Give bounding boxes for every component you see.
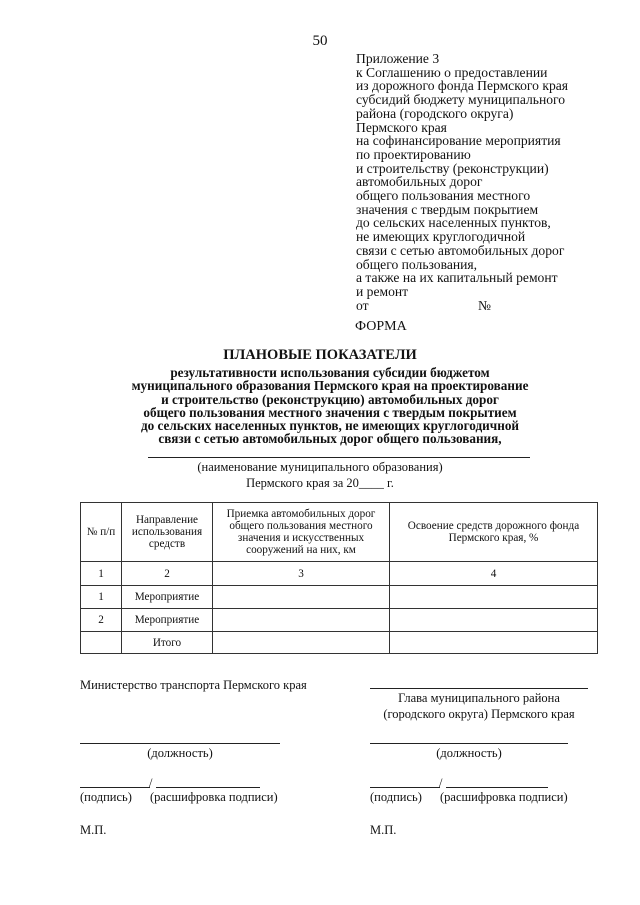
appendix-line: до сельских населенных пунктов,: [356, 215, 551, 231]
appendix-line: общего пользования местного: [356, 188, 531, 204]
right-slash: /: [439, 776, 443, 790]
row-spending: [390, 586, 598, 609]
appendix-line: связи с сетью автомобильных дорог: [356, 242, 565, 258]
index-cell: 1: [81, 562, 122, 586]
left-decode-line: [156, 787, 260, 788]
index-cell: 2: [122, 562, 213, 586]
table-total-row: [81, 632, 598, 654]
table-index-row: [81, 562, 598, 586]
row-acceptance: [213, 586, 390, 609]
subtitle-line: связи с сетью автомобильных дорог общего пользования,: [158, 431, 502, 447]
appendix-date-number-row: [356, 299, 626, 313]
header-spending: Освоение средств дорожного фонда Пермского края, %: [390, 503, 598, 562]
appendix-line: Пермского края: [356, 119, 447, 135]
total-acceptance: [213, 632, 390, 654]
index-cell: 3: [213, 562, 390, 586]
subtitle-line: общего пользования местного значения с твердым покрытием: [143, 404, 517, 420]
left-signature-line: [80, 787, 150, 788]
total-spending: [390, 632, 598, 654]
appendix-line: к Соглашению о предоставлении: [356, 64, 548, 80]
left-signature-caption: (подпись): [80, 790, 132, 804]
table-header-row: [81, 503, 598, 562]
number-label: №: [478, 297, 491, 313]
year-line: Пермского края за 20____ г.: [246, 476, 394, 490]
appendix-line: на софинансирование мероприятия: [356, 133, 561, 149]
header-direction: Направление использования средств: [122, 503, 213, 562]
appendix-line: Приложение 3: [356, 51, 440, 66]
from-label: от: [356, 297, 369, 313]
appendix-line: автомобильных дорог: [356, 174, 483, 190]
document-title: ПЛАНОВЫЕ ПОКАЗАТЕЛИ: [223, 347, 417, 363]
right-org-line-1: Глава муниципального района: [398, 691, 560, 705]
row-direction: Мероприятие: [122, 586, 213, 609]
subtitle-line: до сельских населенных пунктов, не имеющих круглогодичной: [140, 418, 520, 434]
left-position-caption: (должность): [147, 746, 213, 760]
subtitle-line: муниципального образования Пермского края на проектирование: [131, 378, 529, 394]
right-stamp: М.П.: [370, 823, 397, 837]
header-num: № п/п: [81, 503, 122, 562]
left-stamp: М.П.: [80, 823, 107, 837]
appendix-line: из дорожного фонда Пермского края: [356, 78, 569, 94]
appendix-line: и строительству (реконструкции): [356, 160, 549, 176]
appendix-line: общего пользования,: [356, 256, 478, 272]
indicators-table: [80, 502, 598, 654]
form-label: ФОРМА: [355, 319, 407, 334]
right-org-line-2: (городского округа) Пермского края: [383, 707, 575, 721]
appendix-line: а также на их капитальный ремонт: [356, 270, 558, 286]
appendix-line: субсидий бюджету муниципального: [356, 92, 566, 108]
right-position-line: [370, 743, 568, 744]
appendix-line: значения с твердым покрытием: [356, 201, 539, 217]
municipality-name-line: [148, 457, 530, 458]
right-decode-caption: (расшифровка подписи): [440, 790, 568, 804]
left-position-line: [80, 743, 280, 744]
row-direction: Мероприятие: [122, 609, 213, 632]
row-num: 2: [81, 609, 122, 632]
municipality-caption: (наименование муниципального образования): [197, 460, 443, 474]
table-row: [81, 586, 598, 609]
appendix-line: по проектированию: [356, 146, 471, 162]
subtitle-line: результативности использования субсидии бюджетом: [170, 365, 490, 380]
subtitle-line: и строительство (реконструкцию) автомобильных дорог: [161, 391, 499, 407]
right-decode-line: [446, 787, 548, 788]
left-org: Министерство транспорта Пермского края: [80, 678, 307, 692]
header-acceptance: Приемка автомобильных дорог общего пользования местного значения и искусственных сооружений на них, км: [213, 503, 390, 562]
left-slash: /: [149, 776, 153, 790]
row-num: 1: [81, 586, 122, 609]
right-signature-line: [370, 787, 440, 788]
appendix-line: и ремонт: [356, 283, 409, 299]
appendix-line: не имеющих круглогодичной: [356, 229, 526, 245]
left-decode-caption: (расшифровка подписи): [150, 790, 278, 804]
total-label: Итого: [122, 632, 213, 654]
row-spending: [390, 609, 598, 632]
document-subtitle: [60, 366, 600, 446]
right-position-caption: (должность): [436, 746, 502, 760]
appendix-line: района (городского округа): [356, 105, 514, 121]
table-row: [81, 609, 598, 632]
total-num: [81, 632, 122, 654]
index-cell: 4: [390, 562, 598, 586]
appendix-block: [356, 52, 626, 312]
right-signature-caption: (подпись): [370, 790, 422, 804]
page-number: 50: [312, 33, 328, 49]
right-org-line: [370, 688, 588, 689]
row-acceptance: [213, 609, 390, 632]
